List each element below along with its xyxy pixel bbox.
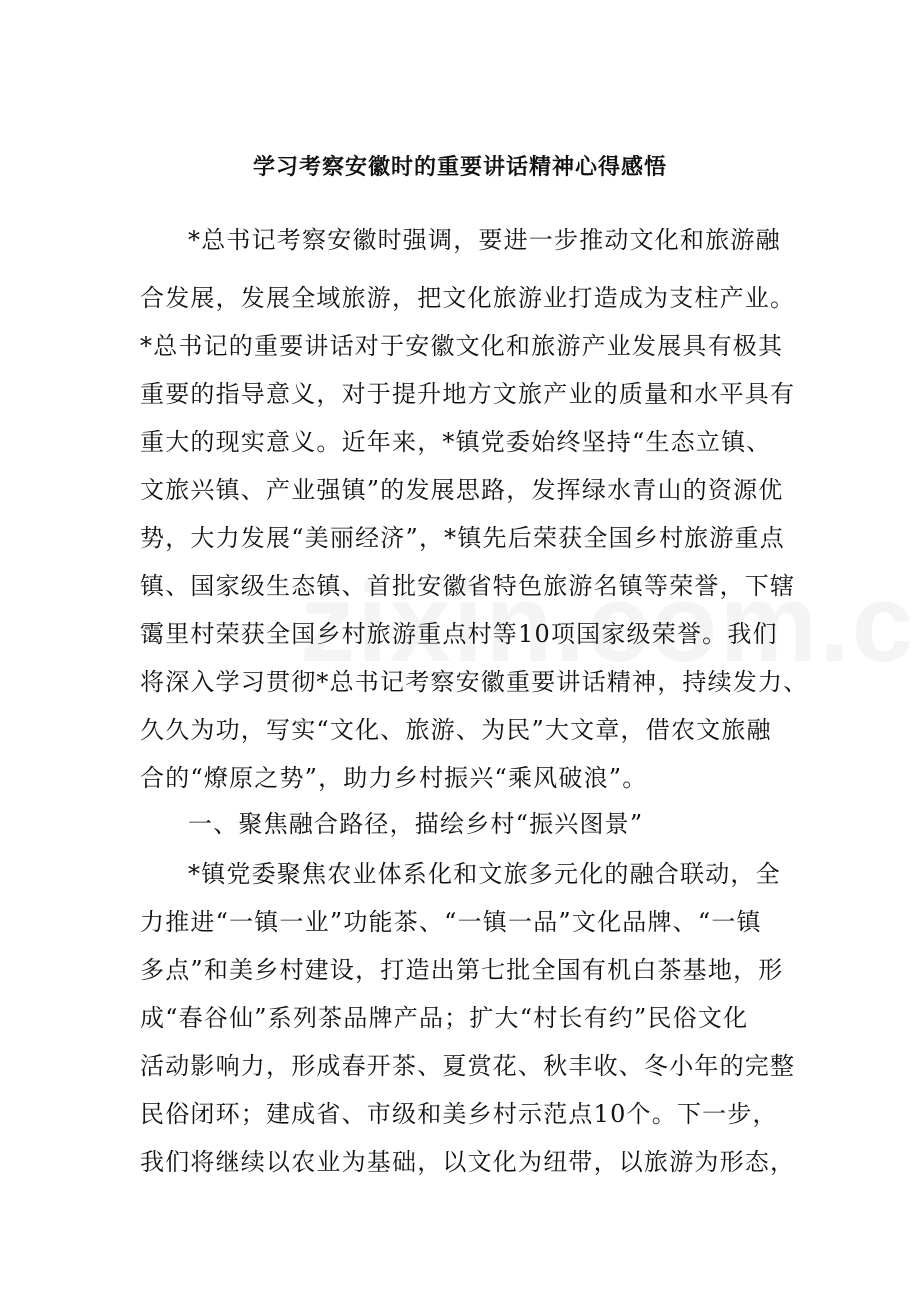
body-line-14: *镇党委聚焦农业体系化和文旅多元化的融合联动，全 [188, 860, 781, 888]
body-line-11: 久久为功，写实“文化、旅游、为民”大文章，借农文旅融 [140, 716, 772, 744]
body-line-9: 霭里村荣获全国乡村旅游重点村等10项国家级荣誉。我们 [140, 620, 778, 648]
body-line-1: *总书记考察安徽时强调，要进一步推动文化和旅游融 [188, 226, 781, 254]
body-line-17: 成“春谷仙”系列茶品牌产品；扩大“村长有约”民俗文化 [140, 1004, 749, 1032]
document-title: 学习考察安徽时的重要讲话精神心得感悟 [252, 154, 667, 180]
body-line-10: 将深入学习贯彻*总书记考察安徽重要讲话精神，持续发力、 [140, 668, 809, 696]
body-line-2: 合发展，发展全域旅游，把文化旅游业打造成为支柱产业。 [140, 284, 796, 312]
body-line-19: 民俗闭环；建成省、市级和美乡村示范点10个。下一步， [140, 1100, 778, 1128]
body-line-6: 文旅兴镇、产业强镇”的发展思路，发挥绿水青山的资源优 [140, 476, 784, 504]
body-line-4: 重要的指导意义，对于提升地方文旅产业的质量和水平具有 [140, 380, 796, 408]
section-heading-1: 一、聚焦融合路径，描绘乡村“振兴图景” [188, 810, 644, 838]
body-line-16: 多点”和美乡村建设，打造出第七批全国有机白茶基地，形 [140, 956, 784, 984]
body-line-12: 合的“燎原之势”，助力乡村振兴“乘风破浪”。 [140, 764, 648, 792]
body-line-3: *总书记的重要讲话对于安徽文化和旅游产业发展具有极其 [140, 332, 784, 360]
body-line-20: 我们将继续以农业为基础，以文化为纽带，以旅游为形态， [140, 1148, 796, 1176]
body-line-8: 镇、国家级生态镇、首批安徽省特色旅游名镇等荣誉，下辖 [140, 572, 796, 600]
body-line-7: 势，大力发展“美丽经济”，*镇先后荣获全国乡村旅游重点 [140, 524, 785, 552]
body-line-18: 活动影响力，形成春开茶、夏赏花、秋丰收、冬小年的完整 [140, 1052, 796, 1080]
body-line-15: 力推进“一镇一业”功能茶、“一镇一品”文化品牌、“一镇 [140, 908, 762, 936]
body-line-5: 重大的现实意义。近年来，*镇党委始终坚持“生态立镇、 [140, 428, 772, 456]
